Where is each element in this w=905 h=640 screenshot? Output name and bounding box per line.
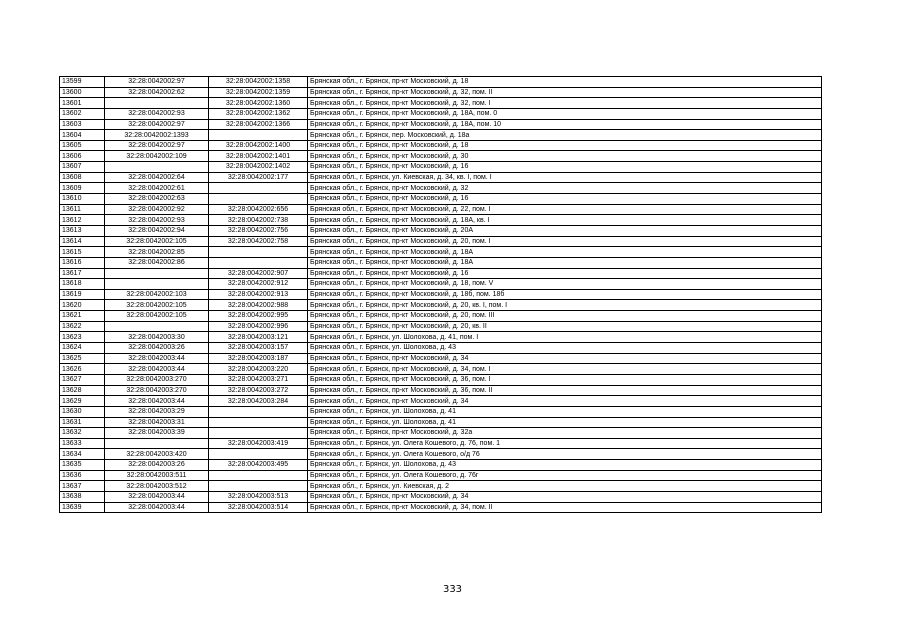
address-cell: Брянская обл., г. Брянск, пр-кт Московский, д. 18А	[308, 247, 822, 258]
table-row	[60, 140, 822, 151]
table-row	[60, 119, 822, 130]
land-cadastral-number-cell: 32:28:0042002:94	[105, 225, 209, 236]
object-cadastral-number-cell: 32:28:0042002:913	[209, 289, 308, 300]
land-cadastral-number-cell: 32:28:0042002:93	[105, 215, 209, 226]
table-row	[60, 332, 822, 343]
land-cadastral-number-cell: 32:28:0042002:109	[105, 151, 209, 162]
address-cell: Брянская обл., г. Брянск, ул. Олега Кошевого, д. 76, пом. 1	[308, 438, 822, 449]
table-row	[60, 77, 822, 88]
land-cadastral-number-cell	[105, 438, 209, 449]
row-number-cell: 13621	[60, 311, 105, 322]
land-cadastral-number-cell: 32:28:0042003:26	[105, 343, 209, 354]
row-number-cell: 13620	[60, 300, 105, 311]
table-row	[60, 236, 822, 247]
land-cadastral-number-cell: 32:28:0042002:105	[105, 236, 209, 247]
land-cadastral-number-cell: 32:28:0042003:39	[105, 428, 209, 439]
land-cadastral-number-cell: 32:28:0042002:1393	[105, 130, 209, 141]
row-number-cell: 13605	[60, 140, 105, 151]
row-number-cell: 13603	[60, 119, 105, 130]
address-cell: Брянская обл., г. Брянск, пр-кт Московский, д. 18А, пом. 10	[308, 119, 822, 130]
object-cadastral-number-cell: 32:28:0042003:419	[209, 438, 308, 449]
row-number-cell: 13600	[60, 87, 105, 98]
object-cadastral-number-cell	[209, 194, 308, 205]
address-cell: Брянская обл., г. Брянск, пр-кт Московский, д. 18А, кв. I	[308, 215, 822, 226]
row-number-cell: 13625	[60, 353, 105, 364]
row-number-cell: 13614	[60, 236, 105, 247]
row-number-cell: 13622	[60, 321, 105, 332]
table-row	[60, 279, 822, 290]
land-cadastral-number-cell: 32:28:0042003:512	[105, 481, 209, 492]
address-cell: Брянская обл., г. Брянск, ул. Олега Кошевого, о/д 76	[308, 449, 822, 460]
land-cadastral-number-cell	[105, 268, 209, 279]
land-cadastral-number-cell: 32:28:0042003:44	[105, 502, 209, 513]
object-cadastral-number-cell: 32:28:0042002:907	[209, 268, 308, 279]
land-cadastral-number-cell	[105, 279, 209, 290]
table-row	[60, 406, 822, 417]
land-cadastral-number-cell: 32:28:0042003:31	[105, 417, 209, 428]
row-number-cell: 13606	[60, 151, 105, 162]
table-row	[60, 87, 822, 98]
object-cadastral-number-cell: 32:28:0042002:656	[209, 204, 308, 215]
address-cell: Брянская обл., г. Брянск, ул. Шолохова, д. 41	[308, 406, 822, 417]
registry-table	[59, 76, 822, 513]
table-row	[60, 364, 822, 375]
row-number-cell: 13618	[60, 279, 105, 290]
table-row	[60, 460, 822, 471]
table-row	[60, 321, 822, 332]
land-cadastral-number-cell: 32:28:0042002:103	[105, 289, 209, 300]
table-row	[60, 374, 822, 385]
land-cadastral-number-cell: 32:28:0042002:105	[105, 311, 209, 322]
table-row	[60, 183, 822, 194]
land-cadastral-number-cell	[105, 162, 209, 173]
land-cadastral-number-cell: 32:28:0042003:420	[105, 449, 209, 460]
table-row	[60, 428, 822, 439]
row-number-cell: 13613	[60, 225, 105, 236]
table-row	[60, 215, 822, 226]
object-cadastral-number-cell	[209, 481, 308, 492]
land-cadastral-number-cell: 32:28:0042002:105	[105, 300, 209, 311]
land-cadastral-number-cell	[105, 98, 209, 109]
object-cadastral-number-cell: 32:28:0042003:271	[209, 374, 308, 385]
address-cell: Брянская обл., г. Брянск, пр-кт Московский, д. 20, кв. II	[308, 321, 822, 332]
row-number-cell: 13623	[60, 332, 105, 343]
address-cell: Брянская обл., г. Брянск, ул. Шолохова, д. 43	[308, 460, 822, 471]
address-cell: Брянская обл., г. Брянск, пр-кт Московский, д. 34	[308, 491, 822, 502]
object-cadastral-number-cell: 32:28:0042002:1400	[209, 140, 308, 151]
address-cell: Брянская обл., г. Брянск, пр-кт Московский, д. 18	[308, 77, 822, 88]
object-cadastral-number-cell: 32:28:0042003:157	[209, 343, 308, 354]
table-row	[60, 225, 822, 236]
land-cadastral-number-cell: 32:28:0042003:44	[105, 491, 209, 502]
table-row	[60, 502, 822, 513]
table-row	[60, 481, 822, 492]
land-cadastral-number-cell: 32:28:0042002:64	[105, 172, 209, 183]
table-row	[60, 130, 822, 141]
row-number-cell: 13599	[60, 77, 105, 88]
object-cadastral-number-cell: 32:28:0042002:1360	[209, 98, 308, 109]
land-cadastral-number-cell: 32:28:0042002:85	[105, 247, 209, 258]
table-row	[60, 108, 822, 119]
table-row	[60, 311, 822, 322]
object-cadastral-number-cell: 32:28:0042002:995	[209, 311, 308, 322]
object-cadastral-number-cell: 32:28:0042003:284	[209, 396, 308, 407]
row-number-cell: 13624	[60, 343, 105, 354]
address-cell: Брянская обл., г. Брянск, пр-кт Московский, д. 36, пом. II	[308, 385, 822, 396]
object-cadastral-number-cell: 32:28:0042002:177	[209, 172, 308, 183]
address-cell: Брянская обл., г. Брянск, пр-кт Московский, д. 20, пом. I	[308, 236, 822, 247]
address-cell: Брянская обл., г. Брянск, пр-кт Московский, д. 34, пом. I	[308, 364, 822, 375]
object-cadastral-number-cell	[209, 417, 308, 428]
land-cadastral-number-cell: 32:28:0042002:97	[105, 119, 209, 130]
row-number-cell: 13632	[60, 428, 105, 439]
row-number-cell: 13608	[60, 172, 105, 183]
object-cadastral-number-cell: 32:28:0042002:1359	[209, 87, 308, 98]
object-cadastral-number-cell: 32:28:0042002:756	[209, 225, 308, 236]
row-number-cell: 13616	[60, 257, 105, 268]
object-cadastral-number-cell	[209, 470, 308, 481]
row-number-cell: 13631	[60, 417, 105, 428]
address-cell: Брянская обл., г. Брянск, пр-кт Московский, д. 18б, пом. 18б	[308, 289, 822, 300]
object-cadastral-number-cell: 32:28:0042003:495	[209, 460, 308, 471]
table-row	[60, 172, 822, 183]
object-cadastral-number-cell: 32:28:0042003:513	[209, 491, 308, 502]
object-cadastral-number-cell: 32:28:0042003:220	[209, 364, 308, 375]
object-cadastral-number-cell: 32:28:0042002:758	[209, 236, 308, 247]
land-cadastral-number-cell: 32:28:0042003:44	[105, 364, 209, 375]
row-number-cell: 13627	[60, 374, 105, 385]
table-row	[60, 449, 822, 460]
address-cell: Брянская обл., г. Брянск, ул. Киевская, д. 2	[308, 481, 822, 492]
row-number-cell: 13611	[60, 204, 105, 215]
land-cadastral-number-cell: 32:28:0042003:26	[105, 460, 209, 471]
object-cadastral-number-cell: 32:28:0042003:187	[209, 353, 308, 364]
object-cadastral-number-cell	[209, 130, 308, 141]
row-number-cell: 13628	[60, 385, 105, 396]
row-number-cell: 13635	[60, 460, 105, 471]
registry-table-body	[60, 77, 822, 513]
row-number-cell: 13639	[60, 502, 105, 513]
table-row	[60, 257, 822, 268]
address-cell: Брянская обл., г. Брянск, пр-кт Московский, д. 18, пом. V	[308, 279, 822, 290]
address-cell: Брянская обл., г. Брянск, пр-кт Московский, д. 16	[308, 194, 822, 205]
table-row	[60, 385, 822, 396]
table-row	[60, 151, 822, 162]
row-number-cell: 13617	[60, 268, 105, 279]
land-cadastral-number-cell: 32:28:0042002:97	[105, 77, 209, 88]
table-row	[60, 343, 822, 354]
address-cell: Брянская обл., г. Брянск, пр-кт Московский, д. 18А, пом. 0	[308, 108, 822, 119]
row-number-cell: 13619	[60, 289, 105, 300]
object-cadastral-number-cell	[209, 183, 308, 194]
address-cell: Брянская обл., г. Брянск, пр-кт Московский, д. 34	[308, 396, 822, 407]
object-cadastral-number-cell: 32:28:0042002:988	[209, 300, 308, 311]
row-number-cell: 13638	[60, 491, 105, 502]
table-row	[60, 162, 822, 173]
object-cadastral-number-cell	[209, 247, 308, 258]
object-cadastral-number-cell: 32:28:0042002:912	[209, 279, 308, 290]
object-cadastral-number-cell: 32:28:0042002:1362	[209, 108, 308, 119]
land-cadastral-number-cell: 32:28:0042002:62	[105, 87, 209, 98]
table-row	[60, 98, 822, 109]
table-row	[60, 247, 822, 258]
land-cadastral-number-cell	[105, 321, 209, 332]
object-cadastral-number-cell	[209, 428, 308, 439]
land-cadastral-number-cell: 32:28:0042003:511	[105, 470, 209, 481]
table-row	[60, 438, 822, 449]
land-cadastral-number-cell: 32:28:0042002:97	[105, 140, 209, 151]
table-row	[60, 417, 822, 428]
address-cell: Брянская обл., г. Брянск, ул. Шолохова, д. 43	[308, 343, 822, 354]
row-number-cell: 13629	[60, 396, 105, 407]
address-cell: Брянская обл., г. Брянск, пр-кт Московский, д. 20, кв. I, пом. I	[308, 300, 822, 311]
table-row	[60, 289, 822, 300]
land-cadastral-number-cell: 32:28:0042003:29	[105, 406, 209, 417]
table-row	[60, 491, 822, 502]
address-cell: Брянская обл., г. Брянск, пр-кт Московский, д. 34, пом. II	[308, 502, 822, 513]
address-cell: Брянская обл., г. Брянск, пр-кт Московский, д. 22, пом. I	[308, 204, 822, 215]
address-cell: Брянская обл., г. Брянск, пр-кт Московский, д. 16	[308, 162, 822, 173]
object-cadastral-number-cell	[209, 257, 308, 268]
address-cell: Брянская обл., г. Брянск, пр-кт Московский, д. 32, пом. II	[308, 87, 822, 98]
object-cadastral-number-cell	[209, 449, 308, 460]
row-number-cell: 13602	[60, 108, 105, 119]
object-cadastral-number-cell: 32:28:0042002:1401	[209, 151, 308, 162]
table-row	[60, 396, 822, 407]
row-number-cell: 13630	[60, 406, 105, 417]
address-cell: Брянская обл., г. Брянск, пр-кт Московский, д. 36, пом. I	[308, 374, 822, 385]
address-cell: Брянская обл., г. Брянск, пр-кт Московский, д. 20, пом. III	[308, 311, 822, 322]
row-number-cell: 13609	[60, 183, 105, 194]
address-cell: Брянская обл., г. Брянск, ул. Олега Кошевого, д. 76г	[308, 470, 822, 481]
address-cell: Брянская обл., г. Брянск, ул. Шолохова, д. 41, пом. I	[308, 332, 822, 343]
object-cadastral-number-cell	[209, 406, 308, 417]
table-row	[60, 300, 822, 311]
row-number-cell: 13604	[60, 130, 105, 141]
object-cadastral-number-cell: 32:28:0042002:996	[209, 321, 308, 332]
table-row	[60, 268, 822, 279]
address-cell: Брянская обл., г. Брянск, ул. Киевская, д. 34, кв. I, пом. I	[308, 172, 822, 183]
land-cadastral-number-cell: 32:28:0042003:30	[105, 332, 209, 343]
object-cadastral-number-cell: 32:28:0042003:272	[209, 385, 308, 396]
object-cadastral-number-cell: 32:28:0042002:1366	[209, 119, 308, 130]
row-number-cell: 13637	[60, 481, 105, 492]
land-cadastral-number-cell: 32:28:0042002:61	[105, 183, 209, 194]
land-cadastral-number-cell: 32:28:0042002:63	[105, 194, 209, 205]
land-cadastral-number-cell: 32:28:0042002:86	[105, 257, 209, 268]
address-cell: Брянская обл., г. Брянск, пр-кт Московский, д. 32	[308, 183, 822, 194]
address-cell: Брянская обл., г. Брянск, пр-кт Московский, д. 18А	[308, 257, 822, 268]
row-number-cell: 13601	[60, 98, 105, 109]
address-cell: Брянская обл., г. Брянск, пр-кт Московский, д. 34	[308, 353, 822, 364]
row-number-cell: 13626	[60, 364, 105, 375]
land-cadastral-number-cell: 32:28:0042003:44	[105, 396, 209, 407]
page-number: 333	[442, 584, 463, 595]
land-cadastral-number-cell: 32:28:0042002:92	[105, 204, 209, 215]
row-number-cell: 13607	[60, 162, 105, 173]
table-row	[60, 470, 822, 481]
address-cell: Брянская обл., г. Брянск, пр-кт Московский, д. 32а	[308, 428, 822, 439]
address-cell: Брянская обл., г. Брянск, пр-кт Московский, д. 30	[308, 151, 822, 162]
table-row	[60, 194, 822, 205]
object-cadastral-number-cell: 32:28:0042003:514	[209, 502, 308, 513]
object-cadastral-number-cell: 32:28:0042002:1402	[209, 162, 308, 173]
land-cadastral-number-cell: 32:28:0042002:93	[105, 108, 209, 119]
table-row	[60, 204, 822, 215]
land-cadastral-number-cell: 32:28:0042003:270	[105, 385, 209, 396]
address-cell: Брянская обл., г. Брянск, пр-кт Московский, д. 16	[308, 268, 822, 279]
table-row	[60, 353, 822, 364]
address-cell: Брянская обл., г. Брянск, пр-кт Московский, д. 18	[308, 140, 822, 151]
object-cadastral-number-cell: 32:28:0042002:738	[209, 215, 308, 226]
row-number-cell: 13612	[60, 215, 105, 226]
row-number-cell: 13615	[60, 247, 105, 258]
address-cell: Брянская обл., г. Брянск, пр-кт Московский, д. 20А	[308, 225, 822, 236]
address-cell: Брянская обл., г. Брянск, ул. Шолохова, д. 41	[308, 417, 822, 428]
address-cell: Брянская обл., г. Брянск, пер. Московский, д. 18а	[308, 130, 822, 141]
row-number-cell: 13610	[60, 194, 105, 205]
object-cadastral-number-cell: 32:28:0042003:121	[209, 332, 308, 343]
row-number-cell: 13633	[60, 438, 105, 449]
row-number-cell: 13634	[60, 449, 105, 460]
address-cell: Брянская обл., г. Брянск, пр-кт Московский, д. 32, пом. I	[308, 98, 822, 109]
land-cadastral-number-cell: 32:28:0042003:44	[105, 353, 209, 364]
object-cadastral-number-cell: 32:28:0042002:1358	[209, 77, 308, 88]
land-cadastral-number-cell: 32:28:0042003:270	[105, 374, 209, 385]
row-number-cell: 13636	[60, 470, 105, 481]
